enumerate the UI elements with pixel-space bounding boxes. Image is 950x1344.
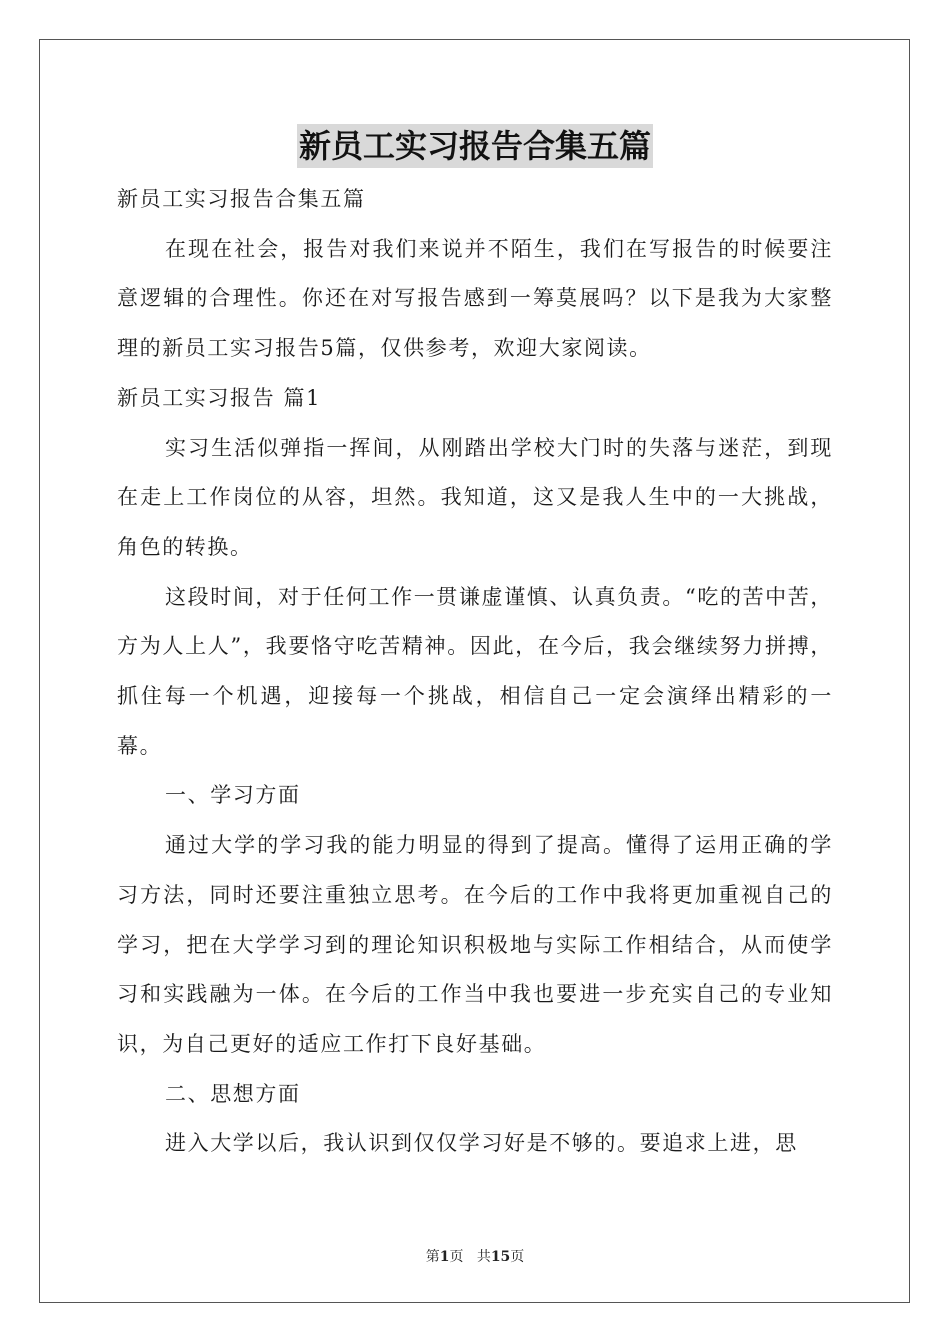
document-body [117,175,833,1169]
footer-total-prefix: 共 [476,1249,491,1265]
paragraph: 这段时间，对于任何工作一贯谦虚谨慎、认真负责。“吃的苦中苦，方为人上人”，我要恪守吃苦精神。因此，在今后，我会继续努力拼搏，抓住每一个机遇，迎接每一个挑战，相信自己一定会演绎出精彩的一幕。 [117,584,833,758]
paragraph: 进入大学以后，我认识到仅仅学习好是不够的。要追求上进，思 [165,1131,798,1156]
current-page-number: 1 [439,1249,450,1265]
paragraph: 实习生活似弹指一挥间，从刚踏出学校大门时的失落与迷茫，到现在走上工作岗位的从容，坦然。我知道，这又是我人生中的一大挑战，角色的转换。 [117,435,833,559]
page-footer [0,1246,950,1266]
paragraph-intro: 在现在社会，报告对我们来说并不陌生，我们在写报告的时候要注意逻辑的合理性。你还在对写报告感到一筹莫展吗？以下是我为大家整理的新员工实习报告5篇，仅供参考，欢迎大家阅读。 [117,236,833,361]
paragraph-subtitle: 新员工实习报告合集五篇 [117,187,366,211]
document-title: 新员工实习报告合集五篇 [297,124,653,168]
footer-page-suffix: 页 [449,1249,464,1265]
subheading-thought: 二、思想方面 [165,1081,301,1106]
footer-total-suffix: 页 [510,1249,525,1265]
paragraph: 通过大学的学习我的能力明显的得到了提高。懂得了运用正确的学习方法，同时还要注重独立思考。在今后的工作中我将更加重视自己的学习，把在大学学习到的理论知识积极地与实际工作相结合，从而使学习和实践融为一体。在今后的工作当中我也要进一步充实自己的专业知识，为自己更好的适应工作打下良好基础。 [117,833,833,1056]
section-heading-part1: 新员工实习报告 篇1 [117,385,322,410]
total-page-count: 15 [490,1249,511,1265]
title-container [0,124,950,168]
subheading-study: 一、学习方面 [165,783,301,808]
footer-prefix: 第 [425,1249,440,1265]
